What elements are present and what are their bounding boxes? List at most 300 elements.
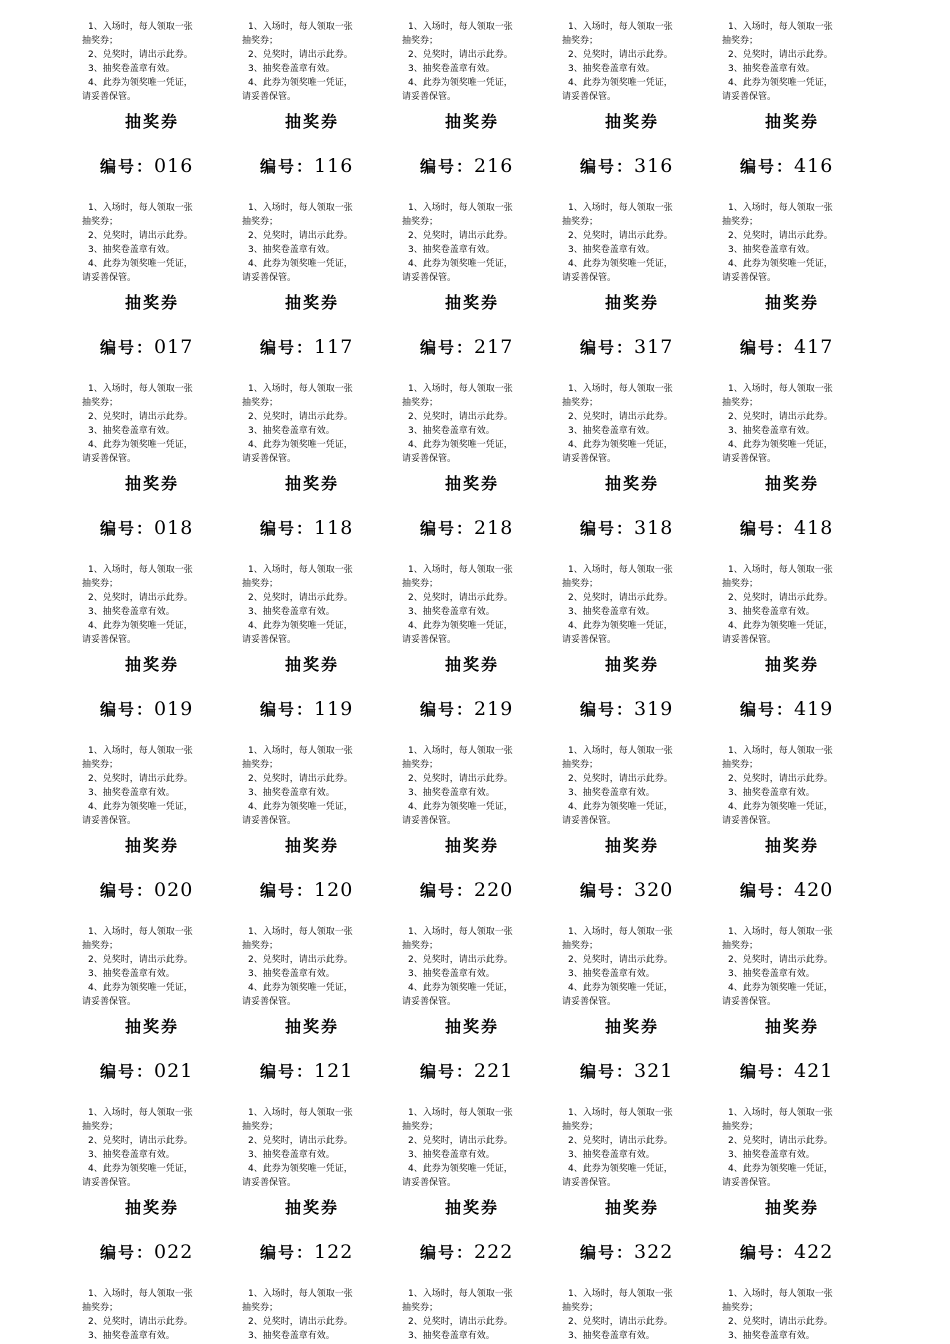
- rule-line: 4、此券为领奖唯一凭证，: [248, 983, 353, 993]
- ticket-rules: [722, 1106, 882, 1190]
- number-label: 编号：: [260, 1062, 315, 1081]
- rule-line: 1、入场时，每人领取一张: [728, 746, 833, 756]
- rule-line: 2、兑奖时，请出示此券。: [568, 50, 673, 60]
- rule-line: 请妥善保管。: [722, 816, 777, 826]
- rule-line: 3、抽奖卷盖章有效。: [408, 788, 495, 798]
- ticket-title: 抽奖券: [764, 1198, 819, 1217]
- number-value: 121: [314, 1060, 354, 1082]
- rule-line: 抽奖券；: [242, 36, 279, 46]
- ticket-number: [740, 516, 890, 541]
- rule-line: 3、抽奖卷盖章有效。: [728, 64, 815, 74]
- rule-line: 2、兑奖时，请出示此券。: [728, 50, 833, 60]
- number-value: 021: [154, 1060, 194, 1082]
- number-label: 编号：: [100, 519, 155, 538]
- rule-line: 抽奖券；: [402, 217, 439, 227]
- ticket-rules: [242, 563, 402, 647]
- rule-line: 4、此券为领奖唯一凭证，: [728, 983, 833, 993]
- rule-line: 请妥善保管。: [722, 273, 777, 283]
- ticket-rules: [82, 1106, 242, 1190]
- number-value: 019: [154, 698, 194, 720]
- rule-line: 2、兑奖时，请出示此券。: [568, 774, 673, 784]
- rule-line: 抽奖券；: [242, 398, 279, 408]
- rule-line: 4、此券为领奖唯一凭证，: [568, 259, 673, 269]
- ticket-rules: [722, 563, 882, 647]
- ticket-title: 抽奖券: [444, 474, 499, 493]
- rule-line: 3、抽奖卷盖章有效。: [248, 426, 335, 436]
- rule-line: 4、此券为领奖唯一凭证，: [568, 802, 673, 812]
- rule-line: 3、抽奖卷盖章有效。: [248, 607, 335, 617]
- ticket-title: 抽奖券: [284, 474, 339, 493]
- rule-line: 请妥善保管。: [402, 1178, 457, 1188]
- rule-line: 抽奖券；: [82, 217, 119, 227]
- rule-line: 2、兑奖时，请出示此券。: [728, 412, 833, 422]
- number-value: 316: [634, 155, 674, 177]
- number-value: 319: [634, 698, 674, 720]
- number-label: 编号：: [260, 881, 315, 900]
- number-label: 编号：: [100, 700, 155, 719]
- rule-line: 3、抽奖卷盖章有效。: [248, 969, 335, 979]
- rule-line: 抽奖券；: [722, 398, 759, 408]
- ticket-title: 抽奖券: [444, 293, 499, 312]
- ticket-number: [260, 1240, 410, 1265]
- rule-line: 2、兑奖时，请出示此券。: [248, 50, 353, 60]
- rule-line: 请妥善保管。: [82, 997, 137, 1007]
- rule-line: 3、抽奖卷盖章有效。: [88, 426, 175, 436]
- rule-line: 4、此券为领奖唯一凭证，: [568, 440, 673, 450]
- ticket-number: [740, 154, 890, 179]
- rule-line: 2、兑奖时，请出示此券。: [248, 412, 353, 422]
- rule-line: 4、此券为领奖唯一凭证，: [568, 1164, 673, 1174]
- rule-line: 请妥善保管。: [562, 454, 617, 464]
- number-value: 117: [314, 336, 354, 358]
- ticket-title: 抽奖券: [124, 836, 179, 855]
- rule-line: 2、兑奖时，请出示此券。: [568, 231, 673, 241]
- ticket-title: 抽奖券: [124, 112, 179, 131]
- rule-line: 2、兑奖时，请出示此券。: [568, 412, 673, 422]
- rule-line: 2、兑奖时，请出示此券。: [408, 593, 513, 603]
- number-value: 420: [794, 879, 834, 901]
- rule-line: 3、抽奖卷盖章有效。: [728, 1150, 815, 1160]
- rule-line: 2、兑奖时，请出示此券。: [728, 955, 833, 965]
- rule-line: 1、入场时，每人领取一张: [408, 565, 513, 575]
- rule-line: 1、入场时，每人领取一张: [248, 203, 353, 213]
- rule-line: 4、此券为领奖唯一凭证，: [88, 259, 193, 269]
- ticket-number: [260, 878, 410, 903]
- ticket-rules: [82, 201, 242, 285]
- ticket-number: [580, 1240, 730, 1265]
- ticket-title: 抽奖券: [124, 655, 179, 674]
- rule-line: 2、兑奖时，请出示此券。: [728, 231, 833, 241]
- rule-line: 抽奖券；: [82, 36, 119, 46]
- number-label: 编号：: [100, 157, 155, 176]
- number-label: 编号：: [100, 1243, 155, 1262]
- rule-line: 3、抽奖卷盖章有效。: [248, 64, 335, 74]
- rule-line: 1、入场时，每人领取一张: [248, 384, 353, 394]
- rule-line: 2、兑奖时，请出示此券。: [88, 231, 193, 241]
- number-value: 422: [794, 1241, 834, 1263]
- rule-line: 2、兑奖时，请出示此券。: [728, 774, 833, 784]
- rule-line: 请妥善保管。: [82, 454, 137, 464]
- ticket-number: [580, 335, 730, 360]
- rule-line: 1、入场时，每人领取一张: [568, 22, 673, 32]
- rule-line: 抽奖券；: [562, 1303, 599, 1313]
- rule-line: 请妥善保管。: [722, 454, 777, 464]
- rule-line: 1、入场时，每人领取一张: [88, 1108, 193, 1118]
- rule-line: 3、抽奖卷盖章有效。: [248, 788, 335, 798]
- rule-line: 请妥善保管。: [562, 997, 617, 1007]
- rule-line: 4、此券为领奖唯一凭证，: [248, 440, 353, 450]
- rule-line: 2、兑奖时，请出示此券。: [408, 50, 513, 60]
- ticket-rules: [82, 20, 242, 104]
- rule-line: 2、兑奖时，请出示此券。: [88, 774, 193, 784]
- rule-line: 抽奖券；: [722, 941, 759, 951]
- number-value: 222: [474, 1241, 514, 1263]
- rule-line: 3、抽奖卷盖章有效。: [728, 1331, 815, 1341]
- rule-line: 4、此券为领奖唯一凭证，: [728, 621, 833, 631]
- ticket-number: [740, 697, 890, 722]
- number-value: 321: [634, 1060, 674, 1082]
- number-label: 编号：: [580, 1062, 635, 1081]
- rule-line: 2、兑奖时，请出示此券。: [248, 774, 353, 784]
- ticket-rules: [722, 20, 882, 104]
- rule-line: 2、兑奖时，请出示此券。: [568, 1317, 673, 1327]
- rule-line: 4、此券为领奖唯一凭证，: [568, 983, 673, 993]
- number-label: 编号：: [100, 338, 155, 357]
- ticket-number: [580, 697, 730, 722]
- rule-line: 1、入场时，每人领取一张: [88, 1289, 193, 1299]
- ticket-title: 抽奖券: [764, 836, 819, 855]
- ticket-rules: [242, 201, 402, 285]
- ticket-title: 抽奖券: [124, 474, 179, 493]
- ticket-number: [260, 1059, 410, 1084]
- rule-line: 3、抽奖卷盖章有效。: [88, 64, 175, 74]
- ticket-rules: [402, 925, 562, 1009]
- rule-line: 请妥善保管。: [402, 816, 457, 826]
- rule-line: 抽奖券；: [402, 941, 439, 951]
- ticket-rules: [242, 382, 402, 466]
- rule-line: 抽奖券；: [82, 1122, 119, 1132]
- ticket-title: 抽奖券: [604, 655, 659, 674]
- rule-line: 请妥善保管。: [82, 1178, 137, 1188]
- ticket-title: 抽奖券: [444, 655, 499, 674]
- number-value: 417: [794, 336, 834, 358]
- rule-line: 2、兑奖时，请出示此券。: [88, 593, 193, 603]
- rule-line: 4、此券为领奖唯一凭证，: [88, 983, 193, 993]
- rule-line: 3、抽奖卷盖章有效。: [88, 969, 175, 979]
- ticket-rules: [722, 201, 882, 285]
- rule-line: 3、抽奖卷盖章有效。: [248, 245, 335, 255]
- rule-line: 4、此券为领奖唯一凭证，: [248, 259, 353, 269]
- number-value: 419: [794, 698, 834, 720]
- rule-line: 4、此券为领奖唯一凭证，: [728, 802, 833, 812]
- rule-line: 请妥善保管。: [402, 997, 457, 1007]
- rule-line: 1、入场时，每人领取一张: [568, 384, 673, 394]
- ticket-rules-partial: [722, 1287, 882, 1343]
- number-value: 322: [634, 1241, 674, 1263]
- number-label: 编号：: [580, 881, 635, 900]
- rule-line: 抽奖券；: [722, 1303, 759, 1313]
- rule-line: 抽奖券；: [242, 760, 279, 770]
- number-label: 编号：: [100, 1062, 155, 1081]
- rule-line: 3、抽奖卷盖章有效。: [568, 969, 655, 979]
- number-value: 221: [474, 1060, 514, 1082]
- rule-line: 1、入场时，每人领取一张: [408, 927, 513, 937]
- number-label: 编号：: [420, 1062, 475, 1081]
- rule-line: 4、此券为领奖唯一凭证，: [728, 1164, 833, 1174]
- rule-line: 3、抽奖卷盖章有效。: [728, 245, 815, 255]
- rule-line: 2、兑奖时，请出示此券。: [408, 774, 513, 784]
- rule-line: 1、入场时，每人领取一张: [88, 746, 193, 756]
- ticket-rules: [82, 563, 242, 647]
- ticket-title: 抽奖券: [764, 474, 819, 493]
- number-value: 022: [154, 1241, 194, 1263]
- rule-line: 请妥善保管。: [402, 92, 457, 102]
- number-value: 418: [794, 517, 834, 539]
- rule-line: 3、抽奖卷盖章有效。: [408, 607, 495, 617]
- rule-line: 2、兑奖时，请出示此券。: [88, 1317, 193, 1327]
- rule-line: 4、此券为领奖唯一凭证，: [408, 621, 513, 631]
- rule-line: 3、抽奖卷盖章有效。: [88, 788, 175, 798]
- ticket-rules: [562, 20, 722, 104]
- rule-line: 请妥善保管。: [722, 92, 777, 102]
- ticket-rules: [562, 563, 722, 647]
- number-value: 220: [474, 879, 514, 901]
- ticket-number: [580, 1059, 730, 1084]
- ticket-rules: [562, 1106, 722, 1190]
- ticket-title: 抽奖券: [604, 293, 659, 312]
- rule-line: 抽奖券；: [402, 398, 439, 408]
- rule-line: 1、入场时，每人领取一张: [248, 1108, 353, 1118]
- rule-line: 抽奖券；: [562, 217, 599, 227]
- ticket-rules: [242, 925, 402, 1009]
- number-value: 318: [634, 517, 674, 539]
- rule-line: 3、抽奖卷盖章有效。: [248, 1150, 335, 1160]
- rule-line: 3、抽奖卷盖章有效。: [408, 1331, 495, 1341]
- ticket-number: [580, 878, 730, 903]
- rule-line: 请妥善保管。: [242, 454, 297, 464]
- rule-line: 3、抽奖卷盖章有效。: [728, 426, 815, 436]
- ticket-number: [740, 335, 890, 360]
- ticket-rules: [562, 201, 722, 285]
- rule-line: 抽奖券；: [722, 579, 759, 589]
- number-value: 120: [314, 879, 354, 901]
- ticket-rules: [242, 1106, 402, 1190]
- ticket-number: [260, 335, 410, 360]
- rule-line: 1、入场时，每人领取一张: [568, 927, 673, 937]
- rule-line: 请妥善保管。: [402, 635, 457, 645]
- rule-line: 2、兑奖时，请出示此券。: [248, 231, 353, 241]
- rule-line: 2、兑奖时，请出示此券。: [248, 1317, 353, 1327]
- rule-line: 请妥善保管。: [402, 454, 457, 464]
- rule-line: 1、入场时，每人领取一张: [728, 1289, 833, 1299]
- ticket-title: 抽奖券: [284, 112, 339, 131]
- rule-line: 抽奖券；: [242, 1303, 279, 1313]
- rule-line: 抽奖券；: [562, 398, 599, 408]
- rule-line: 抽奖券；: [242, 941, 279, 951]
- ticket-rules: [402, 382, 562, 466]
- rule-line: 2、兑奖时，请出示此券。: [568, 593, 673, 603]
- rule-line: 4、此券为领奖唯一凭证，: [88, 1164, 193, 1174]
- ticket-number: [100, 878, 250, 903]
- rule-line: 请妥善保管。: [562, 816, 617, 826]
- number-label: 编号：: [260, 519, 315, 538]
- number-label: 编号：: [260, 157, 315, 176]
- rule-line: 1、入场时，每人领取一张: [568, 1289, 673, 1299]
- rule-line: 抽奖券；: [82, 579, 119, 589]
- ticket-title: 抽奖券: [604, 1017, 659, 1036]
- rule-line: 抽奖券；: [82, 1303, 119, 1313]
- rule-line: 1、入场时，每人领取一张: [248, 746, 353, 756]
- rule-line: 请妥善保管。: [82, 816, 137, 826]
- rule-line: 3、抽奖卷盖章有效。: [408, 64, 495, 74]
- ticket-rules-partial: [82, 1287, 242, 1343]
- rule-line: 3、抽奖卷盖章有效。: [568, 426, 655, 436]
- rule-line: 2、兑奖时，请出示此券。: [408, 1136, 513, 1146]
- rule-line: 抽奖券；: [402, 760, 439, 770]
- number-label: 编号：: [260, 1243, 315, 1262]
- rule-line: 1、入场时，每人领取一张: [248, 565, 353, 575]
- ticket-rules: [722, 744, 882, 828]
- ticket-rules: [242, 744, 402, 828]
- rule-line: 3、抽奖卷盖章有效。: [408, 245, 495, 255]
- ticket-rules: [242, 20, 402, 104]
- rule-line: 1、入场时，每人领取一张: [728, 1108, 833, 1118]
- rule-line: 请妥善保管。: [562, 635, 617, 645]
- ticket-number: [420, 697, 570, 722]
- rule-line: 4、此券为领奖唯一凭证，: [408, 440, 513, 450]
- number-label: 编号：: [740, 1062, 795, 1081]
- rule-line: 请妥善保管。: [722, 635, 777, 645]
- rule-line: 1、入场时，每人领取一张: [408, 746, 513, 756]
- rule-line: 4、此券为领奖唯一凭证，: [248, 1164, 353, 1174]
- ticket-number: [260, 516, 410, 541]
- rule-line: 1、入场时，每人领取一张: [88, 22, 193, 32]
- rule-line: 1、入场时，每人领取一张: [248, 22, 353, 32]
- rule-line: 1、入场时，每人领取一张: [568, 203, 673, 213]
- rule-line: 4、此券为领奖唯一凭证，: [88, 621, 193, 631]
- number-value: 016: [154, 155, 194, 177]
- ticket-title: 抽奖券: [604, 836, 659, 855]
- number-value: 118: [314, 517, 354, 539]
- rule-line: 3、抽奖卷盖章有效。: [568, 607, 655, 617]
- rule-line: 3、抽奖卷盖章有效。: [88, 1331, 175, 1341]
- rule-line: 3、抽奖卷盖章有效。: [728, 607, 815, 617]
- ticket-rules-partial: [562, 1287, 722, 1343]
- ticket-number: [100, 697, 250, 722]
- ticket-number: [420, 154, 570, 179]
- number-value: 217: [474, 336, 514, 358]
- rule-line: 请妥善保管。: [82, 273, 137, 283]
- rule-line: 抽奖券；: [722, 760, 759, 770]
- ticket-number: [420, 516, 570, 541]
- rule-line: 1、入场时，每人领取一张: [568, 1108, 673, 1118]
- rule-line: 4、此券为领奖唯一凭证，: [408, 78, 513, 88]
- rule-line: 4、此券为领奖唯一凭证，: [408, 802, 513, 812]
- number-value: 018: [154, 517, 194, 539]
- number-label: 编号：: [740, 519, 795, 538]
- rule-line: 请妥善保管。: [562, 273, 617, 283]
- ticket-rules-partial: [242, 1287, 402, 1343]
- rule-line: 1、入场时，每人领取一张: [88, 565, 193, 575]
- ticket-number: [420, 1240, 570, 1265]
- number-label: 编号：: [740, 1243, 795, 1262]
- rule-line: 3、抽奖卷盖章有效。: [88, 1150, 175, 1160]
- rule-line: 请妥善保管。: [242, 273, 297, 283]
- number-label: 编号：: [580, 1243, 635, 1262]
- rule-line: 抽奖券；: [562, 579, 599, 589]
- number-value: 116: [314, 155, 354, 177]
- rule-line: 4、此券为领奖唯一凭证，: [408, 259, 513, 269]
- number-value: 219: [474, 698, 514, 720]
- number-label: 编号：: [260, 338, 315, 357]
- number-value: 216: [474, 155, 514, 177]
- rule-line: 请妥善保管。: [82, 635, 137, 645]
- rule-line: 3、抽奖卷盖章有效。: [728, 969, 815, 979]
- rule-line: 2、兑奖时，请出示此券。: [408, 231, 513, 241]
- ticket-title: 抽奖券: [284, 1198, 339, 1217]
- rule-line: 2、兑奖时，请出示此券。: [88, 412, 193, 422]
- rule-line: 2、兑奖时，请出示此券。: [728, 1136, 833, 1146]
- ticket-number: [420, 1059, 570, 1084]
- number-label: 编号：: [420, 1243, 475, 1262]
- rule-line: 2、兑奖时，请出示此券。: [248, 955, 353, 965]
- rule-line: 抽奖券；: [562, 760, 599, 770]
- ticket-number: [100, 154, 250, 179]
- rule-line: 4、此券为领奖唯一凭证，: [568, 621, 673, 631]
- number-label: 编号：: [740, 338, 795, 357]
- rule-line: 2、兑奖时，请出示此券。: [728, 593, 833, 603]
- rule-line: 3、抽奖卷盖章有效。: [408, 426, 495, 436]
- rule-line: 4、此券为领奖唯一凭证，: [408, 1164, 513, 1174]
- rule-line: 4、此券为领奖唯一凭证，: [728, 78, 833, 88]
- number-label: 编号：: [740, 881, 795, 900]
- number-value: 119: [314, 698, 354, 720]
- number-value: 421: [794, 1060, 834, 1082]
- ticket-title: 抽奖券: [444, 836, 499, 855]
- number-label: 编号：: [580, 157, 635, 176]
- rule-line: 请妥善保管。: [82, 92, 137, 102]
- ticket-rules: [82, 744, 242, 828]
- rule-line: 抽奖券；: [562, 941, 599, 951]
- number-value: 017: [154, 336, 194, 358]
- ticket-number: [740, 1240, 890, 1265]
- rule-line: 1、入场时，每人领取一张: [408, 22, 513, 32]
- rule-line: 3、抽奖卷盖章有效。: [88, 245, 175, 255]
- rule-line: 4、此券为领奖唯一凭证，: [88, 78, 193, 88]
- number-label: 编号：: [420, 881, 475, 900]
- rule-line: 2、兑奖时，请出示此券。: [728, 1317, 833, 1327]
- ticket-number: [580, 516, 730, 541]
- rule-line: 抽奖券；: [242, 217, 279, 227]
- number-value: 218: [474, 517, 514, 539]
- number-label: 编号：: [740, 157, 795, 176]
- rule-line: 请妥善保管。: [722, 1178, 777, 1188]
- number-label: 编号：: [580, 338, 635, 357]
- ticket-title: 抽奖券: [764, 293, 819, 312]
- rule-line: 抽奖券；: [722, 36, 759, 46]
- ticket-title: 抽奖券: [124, 1017, 179, 1036]
- number-label: 编号：: [420, 157, 475, 176]
- ticket-title: 抽奖券: [124, 1198, 179, 1217]
- rule-line: 抽奖券；: [82, 760, 119, 770]
- rule-line: 2、兑奖时，请出示此券。: [248, 593, 353, 603]
- rule-line: 请妥善保管。: [242, 635, 297, 645]
- rule-line: 抽奖券；: [722, 1122, 759, 1132]
- rule-line: 3、抽奖卷盖章有效。: [728, 788, 815, 798]
- ticket-rules: [402, 744, 562, 828]
- number-label: 编号：: [580, 700, 635, 719]
- rule-line: 1、入场时，每人领取一张: [568, 746, 673, 756]
